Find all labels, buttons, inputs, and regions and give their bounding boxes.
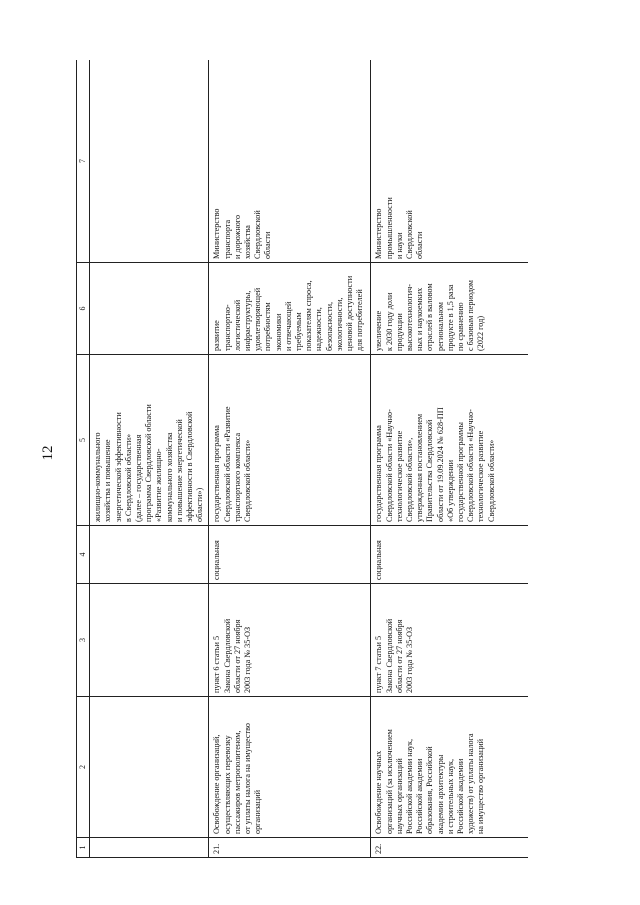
tax-benefits-table xyxy=(76,60,528,858)
legal-basis-cell: пункт 6 статьи 5 Закона Свердловской области от 27 ноября 2003 года № 35-ОЗ xyxy=(209,584,371,697)
continuation-row xyxy=(90,60,209,858)
table-cell xyxy=(90,584,209,697)
table-row xyxy=(209,60,371,858)
benefit-name-cell: Освобождение научных организаций (за исключением научных организаций Российской академии наук, Российской академии образования, Российской академии архитектуры и строительных наук, Российской академии художеств) от уплаты налога на имущество организаций xyxy=(371,697,528,838)
column-header: 7 xyxy=(77,60,90,263)
program-cell: государственная программа Свердловской области «Развитие транспортного комплекса Свердловской области» xyxy=(209,355,371,526)
table-header-row xyxy=(77,60,90,858)
table-row xyxy=(371,60,528,858)
program-cell: жилищно-коммунального хозяйства и повышение энергетической эффективности в Свердловской области» (далее – государственная программа Свердловской области «Развитие жилищно- коммунального хозяйства и повышение энергетической эффективности в Свердловской области») xyxy=(90,355,209,526)
goal-cell: развитие транспортно- логистической инфраструктуры, удовлетворяющей потребностям экономики и отвечающей требуемым показателям спроса, надежности, безопасности, экологичности, ценовой доступности для потребителей xyxy=(209,263,371,355)
category-cell: социальная xyxy=(209,526,371,584)
column-header: 6 xyxy=(77,263,90,355)
rotated-table-area xyxy=(76,60,528,858)
column-header: 4 xyxy=(77,526,90,584)
curator-cell: Министерство промышленности и науки Свердловской области xyxy=(371,60,528,263)
table-cell xyxy=(90,697,209,838)
row-number: 21. xyxy=(209,838,371,858)
row-number: 22. xyxy=(371,838,528,858)
category-cell: социальная xyxy=(371,526,528,584)
column-header: 5 xyxy=(77,355,90,526)
benefit-name-cell: Освобождение организаций, осуществляющих перевозку пассажиров метрополитеном, от уплаты налога на имущество организаций xyxy=(209,697,371,838)
goal-cell: увеличение к 2030 году доли продукции высокотехнологич- ных и наукоемких отраслей в валовом региональном продукте в 1,5 раза по сравнению с базовым периодом (2022 год) xyxy=(371,263,528,355)
page-number: 12 xyxy=(40,445,56,461)
table-cell xyxy=(90,838,209,858)
column-header: 3 xyxy=(77,584,90,697)
table-cell xyxy=(90,60,209,263)
curator-cell: Министерство транспорта и дорожного хозяйства Свердловской области xyxy=(209,60,371,263)
table-cell xyxy=(90,263,209,355)
column-header: 1 xyxy=(77,838,90,858)
column-header: 2 xyxy=(77,697,90,838)
rotated-table-frame xyxy=(76,60,528,858)
legal-basis-cell: пункт 7 статьи 5 Закона Свердловской области от 27 ноября 2003 года № 35-ОЗ xyxy=(371,584,528,697)
table-cell xyxy=(90,526,209,584)
program-cell: государственная программа Свердловской области «Научно- технологическое развитие Свердловской области», утвержденная постановлением Правительства Свердловской области от 19.09.2024 № 628-ПП «Об утверждении государственной программы Свердловской области «Научно- технологическое развитие Свердловской области» xyxy=(371,355,528,526)
